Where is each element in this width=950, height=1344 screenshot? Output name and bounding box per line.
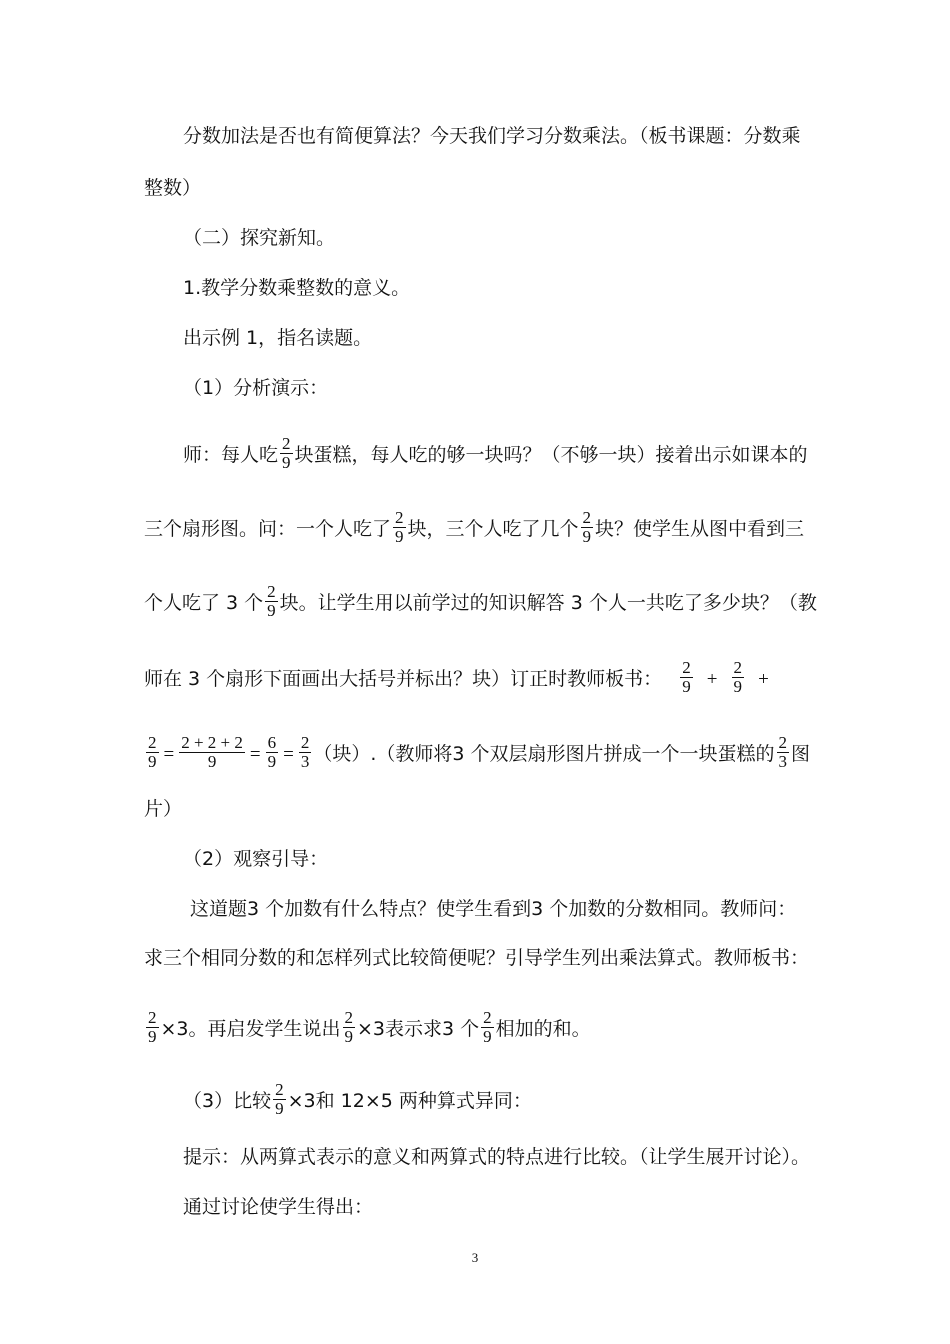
step-heading-1: （1）分析演示： (183, 377, 329, 399)
text-segment: （块）.（教师将3 个双层扇形图片拼成一个一块蛋糕的 (313, 743, 775, 765)
paragraph-observe-line3 (144, 1008, 591, 1048)
text-segment: 块？使学生从图中看到三 (595, 518, 805, 540)
paragraph-teacher-line3 (144, 582, 817, 622)
text-segment: 个人吃了 3 个 (144, 592, 264, 614)
equals-sign: = (163, 744, 175, 765)
equation-line (144, 733, 811, 773)
text-segment: 图 (791, 743, 811, 765)
paragraph-teacher-line4 (144, 658, 775, 698)
text-segment: 师在 3 个扇形下面画出大括号并标出？块）订正时教师板书： (144, 668, 663, 690)
paragraph-observe-line1: 这道题3 个加数有什么特点？使学生看到3 个加数的分数相同。教师问： (190, 898, 797, 920)
fraction-six-ninths: $\frac{6}{9}$ (267, 733, 277, 771)
fraction-two-ninths: $\frac{2}{9}$ (582, 508, 592, 546)
text-segment: 三个扇形图。问：一个人吃了 (144, 518, 392, 540)
equals-sign: = (283, 744, 294, 765)
text-segment: 块。让学生用以前学过的知识解答 3 个人一共吃了多少块？（教 (279, 592, 817, 614)
paragraph-intro-line1: 分数加法是否也有简便算法？今天我们学习分数乘法。（板书课题：分数乘 (183, 125, 801, 147)
fraction-two-thirds: $\frac{2}{3}$ (778, 733, 788, 771)
fraction-two-ninths: $\frac{2}{9}$ (344, 1008, 354, 1046)
paragraph-picture-end: 片） (144, 798, 183, 820)
text-segment: ×3和 12×5 两种算式异同： (287, 1090, 532, 1112)
paragraph-teacher-line1 (183, 434, 808, 474)
fraction-two-ninths: $\frac{2}{9}$ (483, 1008, 492, 1046)
paragraph-observe-line2: 求三个相同分数的和怎样列式比较简便呢？引导学生列出乘法算式。教师板书： (144, 947, 810, 969)
paragraph-hint: 提示：从两算式表示的意义和两算式的特点进行比较。（让学生展开讨论）。 (183, 1146, 811, 1168)
subsection-heading: 1.教学分数乘整数的意义。 (183, 277, 411, 299)
fraction-two-ninths: $\frac{2}{9}$ (267, 582, 276, 620)
paragraph-teacher-line2 (144, 508, 805, 548)
text-segment: 块，三个人吃了几个 (407, 518, 579, 540)
paragraph-example: 出示例 1，指名读题。 (183, 327, 373, 349)
fraction-two-ninths: $\frac{2}{9}$ (282, 434, 291, 472)
text-segment: 师：每人吃 (183, 444, 279, 466)
fraction-two-ninths: $\frac{2}{9}$ (682, 658, 691, 696)
step-heading-3 (183, 1080, 532, 1120)
fraction-two-ninths: $\frac{2}{9}$ (733, 658, 743, 696)
plus-sign: + (706, 669, 718, 690)
paragraph-conclusion: 通过讨论使学生得出： (183, 1196, 374, 1218)
fraction-two-ninths: $\frac{2}{9}$ (275, 1080, 284, 1118)
text-segment: ×3。再启发学生说出 (160, 1018, 341, 1040)
paragraph-intro-line2: 整数） (144, 177, 202, 199)
text-segment: （3）比较 (183, 1090, 272, 1112)
step-heading-2: （2）观察引导： (183, 848, 329, 870)
page-number: 3 (471, 1250, 479, 1265)
text-segment: ×3表示求3 个 (357, 1018, 480, 1040)
text-segment: 块蛋糕，每人吃的够一块吗？（不够一块）接着出示如课本的 (294, 444, 808, 466)
section-heading: （二）探究新知。 (183, 227, 336, 249)
text-segment: 相加的和。 (495, 1018, 591, 1040)
fraction-two-ninths: $\frac{2}{9}$ (148, 733, 157, 771)
fraction-sum-expression: $\frac{2 + 2 + 2}{9}$ (181, 733, 243, 771)
plus-sign: + (758, 669, 769, 690)
fraction-two-ninths: $\frac{2}{9}$ (395, 508, 404, 546)
fraction-two-thirds: $\frac{2}{3}$ (300, 733, 310, 771)
fraction-two-ninths: $\frac{2}{9}$ (148, 1008, 157, 1046)
equals-sign: = (249, 744, 261, 765)
